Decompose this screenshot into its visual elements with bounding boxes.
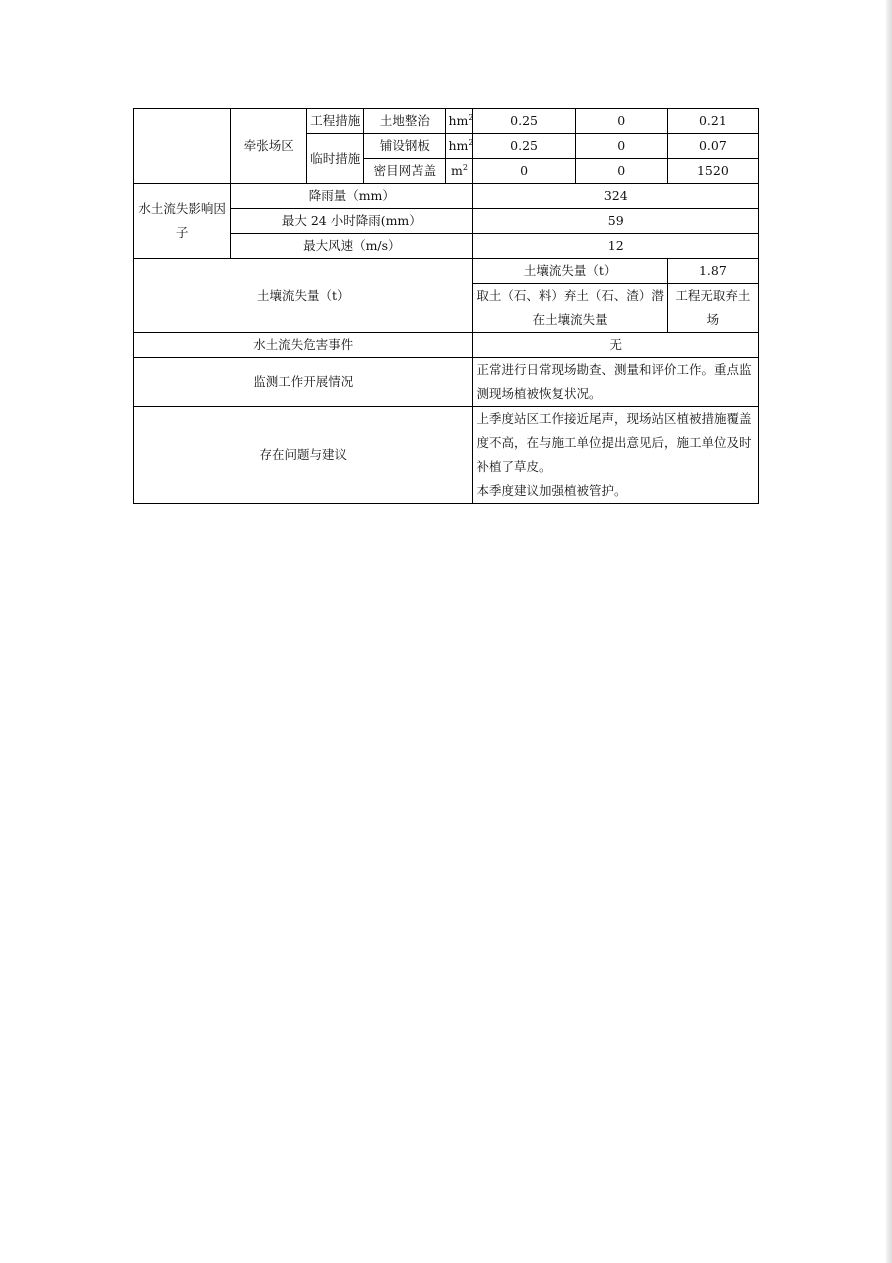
unit-cell: $m^2$	[446, 159, 473, 184]
hazard-value-cell: 无	[473, 333, 759, 358]
value-cell: 0.21	[667, 109, 758, 134]
value-cell: 0	[575, 134, 667, 159]
value-cell: 1520	[667, 159, 758, 184]
value-cell: 0.25	[473, 109, 575, 134]
value-cell: 0	[575, 159, 667, 184]
table-row	[134, 184, 759, 209]
spoil-label-cell: 取土（石、料）弃土（石、渣）潜在土壤流失量	[473, 284, 667, 333]
item-cell: 密目网苫盖	[364, 159, 446, 184]
unit-cell: $hm^2$	[446, 134, 473, 159]
blank-cell	[134, 109, 231, 184]
spoil-value-cell: 工程无取弃土场	[667, 284, 758, 333]
area-cell: 牵张场区	[231, 109, 307, 184]
monitoring-value-cell: 正常进行日常现场勘查、测量和评价工作。重点监测现场植被恢复状况。	[473, 358, 759, 407]
issues-label-cell: 存在问题与建议	[134, 407, 473, 504]
factor-label-cell: 最大 24 小时降雨(mm）	[231, 209, 473, 234]
value-cell: 0.07	[667, 134, 758, 159]
soil-loss-value-cell: 1.87	[667, 259, 758, 284]
value-cell: 0	[473, 159, 575, 184]
table-row	[134, 333, 759, 358]
issues-paragraph: 本季度建议加强植被管护。	[476, 483, 627, 498]
unit-cell: $hm^2$	[446, 109, 473, 134]
factor-label-cell: 降雨量（mm）	[231, 184, 473, 209]
factor-value-cell: 59	[473, 209, 759, 234]
soil-loss-label-cell: 土壤流失量（t）	[134, 259, 473, 333]
issues-paragraph: 上季度站区工作接近尾声，现场站区植被措施覆盖度不高，在与施工单位提出意见后，施工单位及时补植了草皮。	[476, 411, 752, 474]
factor-label-cell: 最大风速（m/s）	[231, 234, 473, 259]
page-edge	[886, 0, 892, 1263]
table-row	[134, 259, 759, 284]
temporary-measures-cell: 临时措施	[307, 134, 364, 184]
soil-loss-sub-label-cell: 土壤流失量（t）	[473, 259, 667, 284]
table-row	[134, 407, 759, 504]
value-cell: 0.25	[473, 134, 575, 159]
factors-label-cell: 水土流失影响因子	[134, 184, 231, 259]
hazard-label-cell: 水土流失危害事件	[134, 333, 473, 358]
factor-value-cell: 324	[473, 184, 759, 209]
monitoring-report-table	[133, 108, 759, 504]
monitoring-label-cell: 监测工作开展情况	[134, 358, 473, 407]
item-cell: 铺设钢板	[364, 134, 446, 159]
item-cell: 土地整治	[364, 109, 446, 134]
issues-value-cell	[473, 407, 759, 504]
engineering-measures-cell: 工程措施	[307, 109, 364, 134]
factor-value-cell: 12	[473, 234, 759, 259]
value-cell: 0	[575, 109, 667, 134]
table-row	[134, 358, 759, 407]
table-row	[134, 109, 759, 134]
